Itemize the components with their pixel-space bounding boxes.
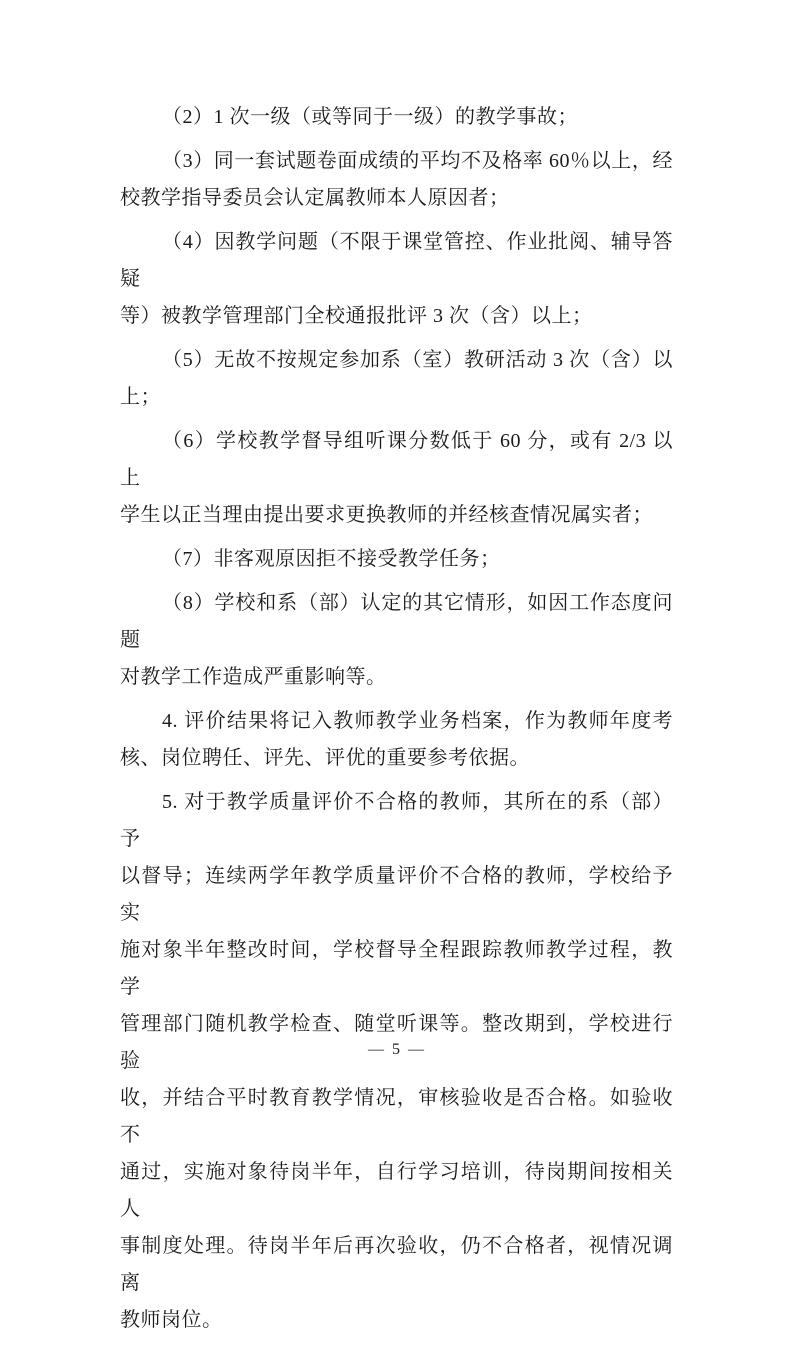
text-line: （7）非客观原因拒不接受教学任务； [162, 548, 501, 570]
paragraph [120, 784, 673, 1339]
text-line: 施对象半年整改时间，学校督导全程跟踪教师教学过程，教学 [120, 939, 673, 998]
paragraph [120, 703, 673, 777]
text-line: 以督导；连续两学年教学质量评价不合格的教师，学校给予实 [120, 865, 673, 924]
text-line: 上； [120, 386, 161, 408]
text-line: （3）同一套试题卷面成绩的平均不及格率 60％以上，经 [162, 150, 673, 172]
text-line: （2）1 次一级（或等同于一级）的教学事故； [162, 106, 578, 128]
text-line: 教师岗位。 [120, 1309, 223, 1331]
text-line: （8）学校和系（部）认定的其它情形，如因工作态度问题 [120, 592, 673, 651]
text-line: 事制度处理。待岗半年后再次验收，仍不合格者，视情况调离 [120, 1235, 673, 1294]
text-line: 校教学指导委员会认定属教师本人原因者； [120, 187, 510, 209]
text-line: 5. 对于教学质量评价不合格的教师，其所在的系（部）予 [120, 791, 673, 850]
text-line: （4）因教学问题（不限于课堂管控、作业批阅、辅导答疑 [120, 231, 673, 290]
paragraph [120, 99, 673, 136]
text-line: （5）无故不按规定参加系（室）教研活动 3 次（含）以 [162, 349, 673, 371]
text-line: 管理部门随机教学检查、随堂听课等。整改期到，学校进行验 [120, 1013, 673, 1072]
text-line: （6）学校教学督导组听课分数低于 60 分，或有 2/3 以上 [120, 430, 673, 489]
text-line: 4. 评价结果将记入教师教学业务档案，作为教师年度考 [162, 710, 673, 732]
paragraph [120, 423, 673, 534]
paragraph [120, 541, 673, 578]
text-line: 通过，实施对象待岗半年，自行学习培训，待岗期间按相关人 [120, 1161, 673, 1220]
text-line: 等）被教学管理部门全校通报批评 3 次（含）以上； [120, 305, 593, 327]
page-footer [0, 1040, 794, 1060]
paragraph [120, 342, 673, 416]
paragraph [120, 224, 673, 335]
paragraph [120, 585, 673, 696]
text-line: 核、岗位聘任、评先、评优的重要参考依据。 [120, 747, 530, 769]
document-body [120, 99, 673, 1346]
text-line: 收，并结合平时教育教学情况，审核验收是否合格。如验收不 [120, 1087, 673, 1146]
page-number: — 5 — [368, 1041, 426, 1058]
paragraph [120, 143, 673, 217]
text-line: 学生以正当理由提出要求更换教师的并经核查情况属实者； [120, 504, 653, 526]
text-line: 对教学工作造成严重影响等。 [120, 666, 387, 688]
